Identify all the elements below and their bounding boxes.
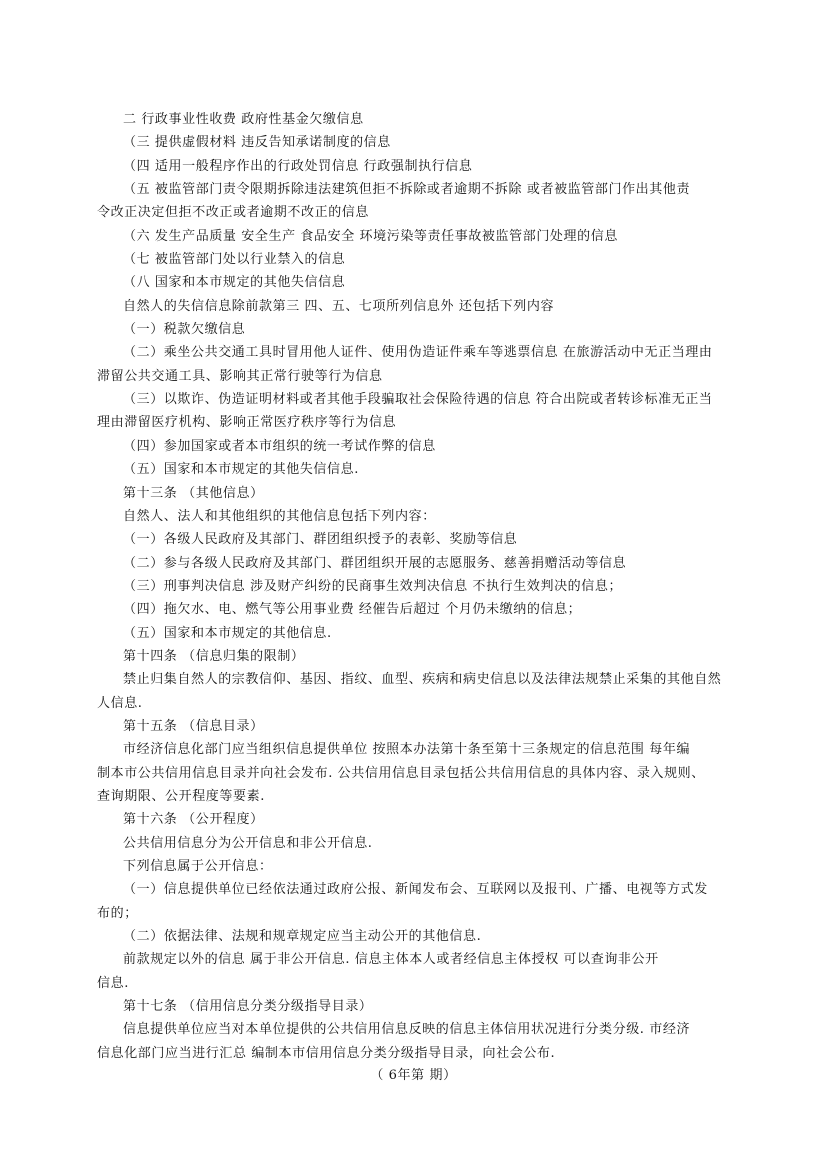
text-line: （一）信息提供单位已经依法通过政府公报、新闻发布会、互联网以及报刊、广播、电视等方式发	[123, 882, 708, 898]
text-line: （二）依据法律、法规和规章规定应当主动公开的其他信息.	[123, 929, 482, 945]
text-line: （四 适用一般程序作出的行政处罚信息 行政强制执行信息	[123, 158, 473, 174]
text-line: （六 发生产品质量 安全生产 食品安全 环境污染等责任事故被监管部门处理的信息	[123, 228, 618, 244]
text-line: （三）刑事判决信息 涉及财产纠纷的民商事生效判决信息 不执行生效判决的信息；	[123, 578, 623, 594]
text-line: （一）税款欠缴信息	[123, 322, 246, 338]
text-line: 滞留公共交通工具、影响其正常行驶等行为信息	[97, 368, 383, 384]
text-line: 第十三条 （其他信息）	[123, 485, 264, 501]
page-footer: （ 6年第 期）	[370, 1068, 457, 1083]
text-line: 令改正决定但拒不改正或者逾期不改正的信息	[97, 205, 370, 221]
text-line: 第十四条 （信息归集的限制）	[123, 648, 305, 664]
text-line: 人信息.	[97, 695, 143, 711]
text-line: （三）以欺诈、伪造证明材料或者其他手段骗取社会保险待遇的信息 符合出院或者转诊标准无正当	[123, 392, 713, 408]
text-line: 市经济信息化部门应当组织信息提供单位 按照本办法第十条至第十三条规定的信息范围 每年编	[123, 742, 691, 758]
text-line: 理由滞留医疗机构、影响正常医疗秩序等行为信息	[97, 415, 397, 431]
text-line: （二）乘坐公共交通工具时冒用他人证件、使用伪造证件乘车等逃票信息 在旅游活动中无正当理由	[123, 345, 713, 361]
text-line: 自然人的失信信息除前款第三 四、五、七项所列信息外 还包括下列内容	[123, 298, 555, 314]
text-line: 公共信用信息分为公开信息和非公开信息.	[123, 835, 373, 851]
text-line: 二 行政事业性收费 政府性基金欠缴信息	[123, 112, 364, 127]
text-line: （五）国家和本市规定的其他失信信息.	[123, 462, 359, 478]
text-line: （二）参与各级人民政府及其部门、群团组织开展的志愿服务、慈善捐赠活动等信息	[123, 555, 627, 571]
text-line: 自然人、法人和其他组织的其他信息包括下列内容：	[123, 508, 436, 524]
text-line: 第十五条 （信息目录）	[123, 718, 264, 734]
text-line: （四）拖欠水、电、燃气等公用事业费 经催告后超过 个月仍未缴纳的信息；	[123, 602, 582, 618]
text-line: （三 提供虚假材料 违反告知承诺制度的信息	[123, 135, 391, 151]
text-line: 禁止归集自然人的宗教信仰、基因、指纹、血型、疾病和病史信息以及法律法规禁止采集的其他自然	[123, 672, 722, 688]
text-line: 查询期限、公开程度等要素.	[97, 788, 265, 804]
text-line: （五）国家和本市规定的其他信息.	[123, 625, 332, 641]
text-line: 信息.	[97, 975, 129, 991]
text-line: 下列信息属于公开信息：	[123, 859, 273, 874]
text-line: 布的；	[97, 905, 138, 921]
text-line: 前款规定以外的信息 属于非公开信息. 信息主体本人或者经信息主体授权 可以查询非公开	[123, 952, 659, 968]
text-line: （一）各级人民政府及其部门、群团组织授予的表彰、奖励等信息	[123, 532, 518, 548]
text-line: （七 被监管部门处以行业禁入的信息	[123, 252, 346, 268]
text-line: 第十六条 （公开程度）	[123, 812, 264, 828]
text-line: 信息提供单位应当对本单位提供的公共信用信息反映的信息主体信用状况进行分类分级. 市经济	[123, 1022, 691, 1038]
text-line: 制本市公共信用信息目录并向社会发布. 公共信用信息目录包括公共信用信息的具体内容、录入规则、	[97, 765, 705, 781]
text-line: （五 被监管部门责令限期拆除违法建筑但拒不拆除或者逾期不拆除 或者被监管部门作出其他责	[123, 182, 691, 198]
text-line: （八 国家和本市规定的其他失信信息	[123, 275, 346, 291]
text-line: 第十七条 （信用信息分类分级指导目录）	[123, 999, 373, 1015]
text-line: 信息化部门应当进行汇总 编制本市信用信息分类分级指导目录，向社会公布.	[97, 1045, 556, 1061]
document-body	[97, 108, 739, 1065]
text-line: （四）参加国家或者本市组织的统一考试作弊的信息	[123, 438, 436, 454]
